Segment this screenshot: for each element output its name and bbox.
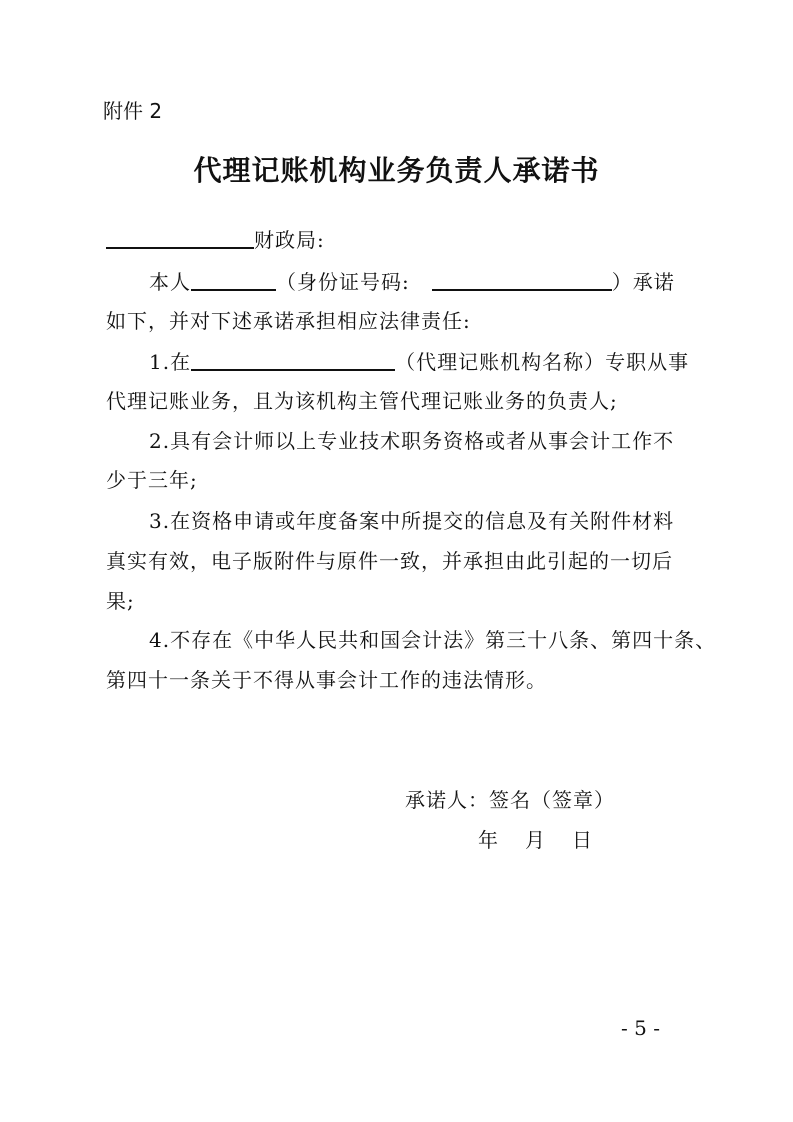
agency-name-blank[interactable] <box>191 349 395 371</box>
declarant-line <box>149 266 675 295</box>
item4-line1: 4.不存在《中华人民共和国会计法》第三十八条、第四十条、 <box>149 628 717 652</box>
addressee-suffix: 财政局: <box>254 228 325 252</box>
item3-line2: 真实有效，电子版附件与原件一致，并承担由此引起的一切后 <box>106 549 673 573</box>
item1-suffix: （代理记账机构名称）专职从事 <box>395 350 690 374</box>
date-month: 月 <box>525 828 546 852</box>
declarant-suffix: ）承诺 <box>611 270 675 294</box>
date-day: 日 <box>572 828 593 852</box>
item4-line2: 第四十一条关于不得从事会计工作的违法情形。 <box>106 668 547 692</box>
date-year: 年 <box>478 828 499 852</box>
page-number: - 5 - <box>621 1016 660 1040</box>
item3-line3: 果; <box>106 589 135 613</box>
intro-line: 如下，并对下述承诺承担相应法律责任: <box>106 309 471 333</box>
item1-line2: 代理记账业务，且为该机构主管代理记账业务的负责人; <box>106 389 618 413</box>
item2-line2: 少于三年; <box>106 468 198 492</box>
date-line <box>478 824 619 853</box>
addressee-line <box>106 224 325 253</box>
attachment-label: 附件 2 <box>103 99 163 123</box>
id-label: （身份证号码: <box>276 270 410 294</box>
id-number-blank[interactable] <box>432 269 612 291</box>
name-blank[interactable] <box>191 269 276 291</box>
declarant-prefix: 本人 <box>149 270 191 294</box>
finance-bureau-blank[interactable] <box>106 227 254 249</box>
signature-label: 承诺人：签名（签章） <box>405 788 615 812</box>
item1-line1 <box>149 346 689 375</box>
item2-line1: 2.具有会计师以上专业技术职务资格或者从事会计工作不 <box>149 429 675 453</box>
item3-line1: 3.在资格申请或年度备案中所提交的信息及有关附件材料 <box>149 509 675 533</box>
item1-prefix: 1.在 <box>149 350 192 374</box>
document-title: 代理记账机构业务负责人承诺书 <box>193 154 600 187</box>
